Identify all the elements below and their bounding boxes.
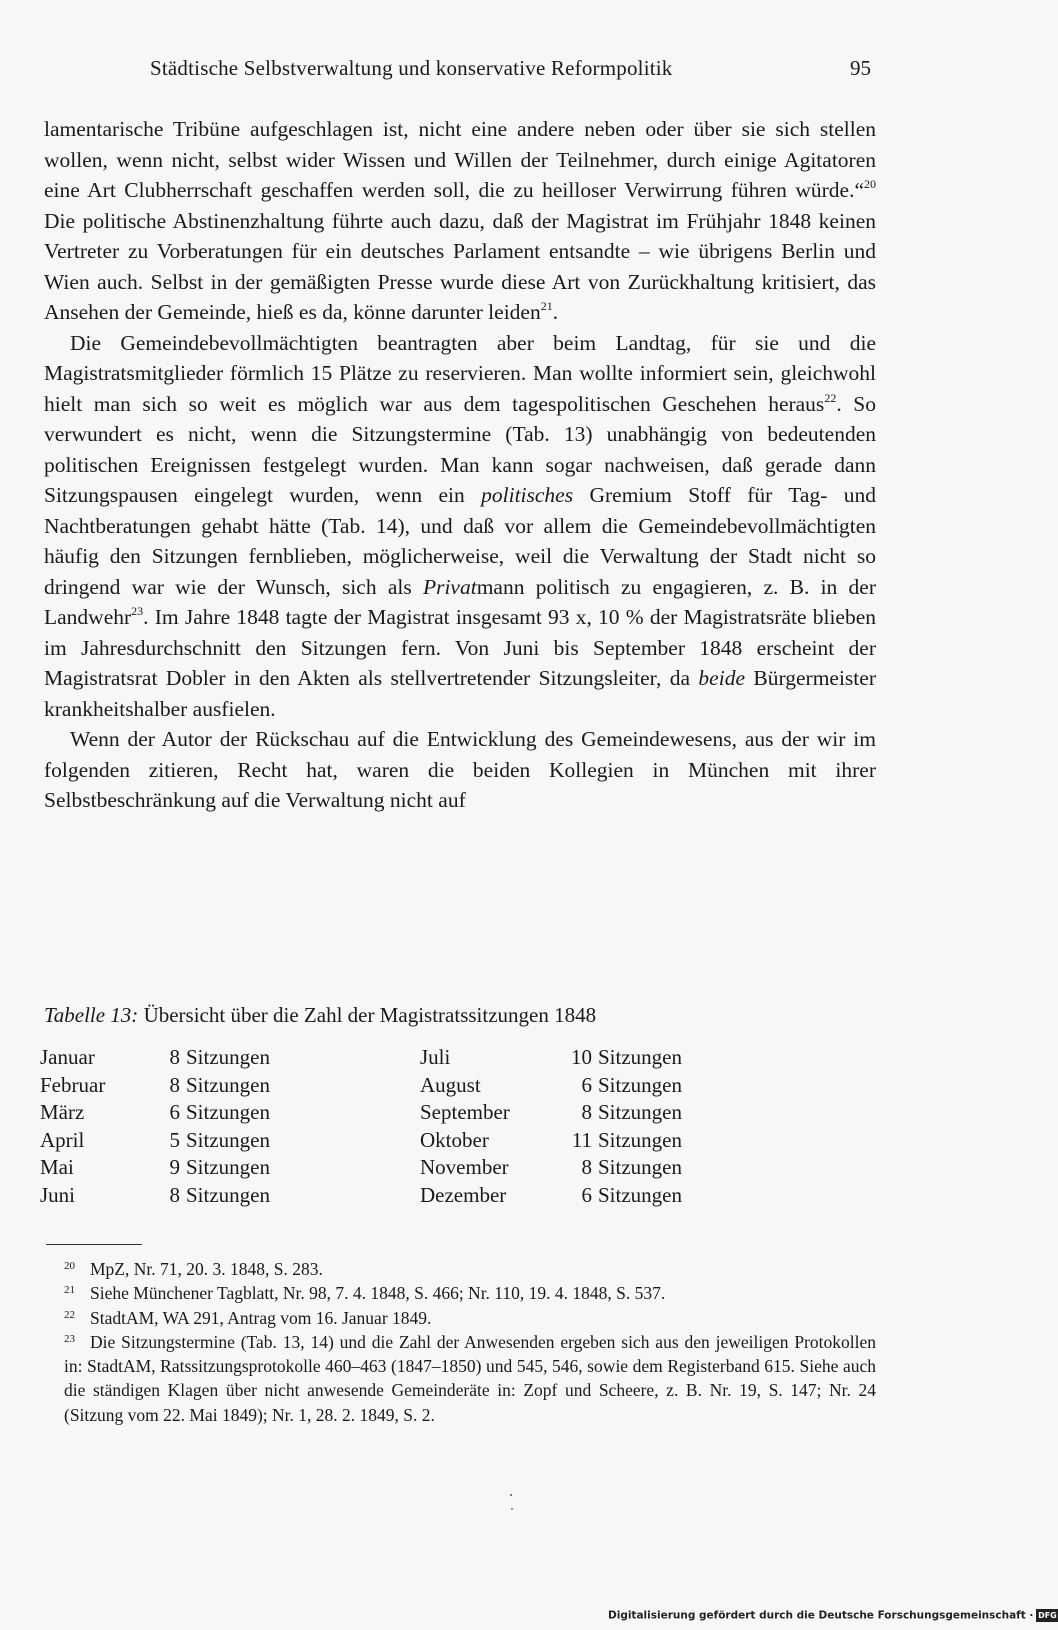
count-cell: 8 — [169, 1182, 180, 1207]
scan-speck — [510, 1494, 512, 1496]
table-row — [40, 1099, 832, 1127]
emphasis: beide — [698, 666, 745, 690]
count-cell: 5 — [169, 1127, 180, 1152]
table-row — [40, 1072, 832, 1100]
body-text — [44, 114, 876, 816]
table-caption — [44, 1003, 596, 1028]
unit-cell: Sitzungen — [598, 1045, 682, 1069]
text-run: . Im Jahre 1848 tagte der Magistrat insgesamt 93 x, 10 % der Magistratsräte blieben im Jahresdurchschnitt den Sitzungen fern. Von Juni bis September 1848 erscheint der Magistratsrat Dobler in den Akten als stellvertretender Sitzungsleiter, da — [44, 605, 876, 690]
unit-cell: Sitzungen — [186, 1155, 270, 1180]
text-run: mann politisch zu engagieren, z. B. in der Landwehr — [44, 574, 876, 629]
digitization-stamp — [608, 1609, 1058, 1622]
month-cell: Februar — [40, 1072, 106, 1097]
footnote-ref: 22 — [824, 390, 837, 405]
emphasis: Privat — [422, 574, 477, 599]
unit-cell: Sitzungen — [186, 1182, 270, 1207]
table-label: Tabelle 13: — [44, 1003, 139, 1027]
text-run: . — [552, 300, 559, 324]
month-cell: September — [420, 1100, 510, 1125]
unit-cell: Sitzungen — [186, 1100, 270, 1125]
unit-cell: Sitzungen — [598, 1072, 682, 1097]
emphasis: politisches — [481, 483, 574, 507]
unit-cell: Sitzungen — [598, 1182, 682, 1207]
text-run: Bürgermeister krankheitshalber ausfielen. — [44, 666, 876, 721]
month-cell: Juli — [420, 1045, 451, 1069]
table-row — [40, 1044, 832, 1072]
unit-cell: Sitzungen — [186, 1127, 270, 1152]
unit-cell: Sitzungen — [598, 1155, 682, 1180]
paragraph-2 — [44, 328, 876, 725]
text-run: . So verwundert es nicht, wenn die Sitzungstermine (Tab. 13) unabhängig von bedeutenden politischen Ereignissen festgelegt wurden. Man kann sogar nachweisen, daß gerade dann Sitzungspausen eingelegt wurden, wenn ein — [44, 391, 876, 507]
count-cell: 6 — [169, 1100, 180, 1125]
month-cell: Januar — [40, 1045, 95, 1069]
month-cell: August — [420, 1072, 481, 1097]
text-run: Die Gemeindebevollmächtigten beantragten aber beim Landtag, für sie und die Magistratsmitglieder förmlich 15 Plätze zu reservieren. Man wollte informiert sein, gleichwohl hielt man sich so weit es möglich war aus dem tagespolitischen Geschehen heraus — [44, 330, 876, 416]
footnote-22: 22 StadtAM, WA 291, Antrag vom 16. Januar 1849. — [64, 1307, 432, 1328]
month-cell: April — [40, 1127, 85, 1152]
footnote-ref: 23 — [131, 604, 144, 618]
text-run: Gremium Stoff für Tag- und Nachtberatungen gehabt hätte (Tab. 14), und daß vor allem die Gemeindebevollmächtigten häufig den Sitzungen fernblieben, möglicherweise, weil die Verwaltung der Stadt nicht so dringend war wie der Wunsch, sich als — [44, 483, 876, 599]
footnote-text: Siehe Münchener Tagblatt, Nr. 98, 7. 4. 1848, S. 466; Nr. 110, 19. 4. 1848, S. 537. — [90, 1283, 666, 1304]
month-cell: Dezember — [420, 1182, 507, 1207]
footnote-ref: 21 — [540, 299, 553, 313]
footnote-text: Die Sitzungstermine (Tab. 13, 14) und die Zahl der Anwesenden ergeben sich aus den jeweiligen Protokollen in: StadtAM, Ratssitzungsprotokolle 460–463 (1847–1850) und 545, 546, sowie dem Registerband 615. Siehe auch die ständigen Klagen über nicht anwesende Gemeinderäte in: Zopf und Scheere, z. B. Nr. 19, S. 147; Nr. 24 (Sitzung vom 22. Mai 1849); Nr. 1, 28. 2. 1849, S. 2. — [64, 1331, 876, 1425]
month-cell: März — [40, 1100, 85, 1125]
month-cell: Oktober — [420, 1127, 489, 1152]
unit-cell: Sitzungen — [598, 1100, 682, 1125]
sessions-table-body — [40, 1044, 832, 1210]
paragraph-1 — [44, 114, 876, 328]
unit-cell: Sitzungen — [186, 1072, 270, 1097]
scan-speck — [511, 1508, 513, 1510]
page-number: 95 — [850, 56, 871, 80]
dfg-logo: DFG — [1038, 1611, 1057, 1620]
count-cell: 6 — [581, 1072, 592, 1097]
count-cell: 8 — [581, 1100, 592, 1125]
table-row — [40, 1127, 832, 1155]
month-cell: Mai — [40, 1155, 74, 1180]
paragraph-3: Wenn der Autor der Rückschau auf die Entwicklung des Gemeindewesens, aus der wir im folgenden zitieren, Recht hat, waren die beiden Kollegien in München mit ihrer Selbstbeschränkung auf die Verwaltung nicht auf — [44, 727, 876, 812]
text-run: lamentarische Tribüne aufgeschlagen ist, nicht eine andere neben oder über sie sich stellen wollen, wenn nicht, selbst wider Wissen und Willen der Teilnehmer, durch einige Agitatoren eine Art Clubherrschaft geschaffen werden soll, die zu heilloser Verwirrung führen würde.“ — [44, 117, 876, 202]
footnote-23: 23 Die Sitzungstermine (Tab. 13, 14) und die Zahl der Anwesenden ergeben sich aus den jeweiligen Protokollen in: StadtAM, Ratssitzungsprotokolle 460–463 (1847–1850) und 545, 546, sowie dem Registerband 615. Siehe auch die ständigen Klagen über nicht anwesende Gemeinderäte in: Zopf und Scheere, z. B. Nr. 19, S. 147; Nr. 24 (Sitzung vom 22. Mai 1849); Nr. 1, 28. 2. 1849, S. 2. — [64, 1331, 876, 1425]
table-row — [40, 1154, 832, 1182]
text-run: Die politische Abstinenzhaltung führte auch dazu, daß der Magistrat im Frühjahr 1848 keinen Vertreter zu Vorberatungen für ein deutsches Parlament entsandte – wie übrigens Berlin und Wien auch. Selbst in der gemäßigten Presse wurde diese Art von Zurückhaltung kritisiert, das Ansehen der Gemeinde, hieß es da, könne darunter leiden — [44, 208, 876, 324]
sessions-table — [40, 1044, 832, 1210]
footnote-text: StadtAM, WA 291, Antrag vom 16. Januar 1849. — [90, 1307, 432, 1328]
count-cell: 6 — [581, 1182, 592, 1207]
month-cell: November — [420, 1155, 509, 1180]
count-cell: 10 — [571, 1045, 592, 1069]
unit-cell: Sitzungen — [598, 1127, 682, 1152]
table-title: Übersicht über die Zahl der Magistratssitzungen 1848 — [138, 1003, 597, 1027]
table-row — [40, 1182, 832, 1210]
footnote-ref: 20 — [864, 177, 876, 191]
stamp-text: Digitalisierung gefördert durch die Deutsche Forschungsgemeinschaft · — [608, 1609, 1034, 1622]
footnote-text: MpZ, Nr. 71, 20. 3. 1848, S. 283. — [90, 1259, 323, 1279]
month-cell: Juni — [40, 1182, 76, 1207]
footnote-21: 21 Siehe Münchener Tagblatt, Nr. 98, 7. 4. 1848, S. 466; Nr. 110, 19. 4. 1848, S. 537. — [64, 1283, 666, 1304]
count-cell: 11 — [571, 1127, 592, 1152]
count-cell: 8 — [169, 1072, 180, 1097]
footnote-divider — [46, 1244, 142, 1245]
unit-cell: Sitzungen — [186, 1045, 270, 1069]
footnotes — [44, 1257, 876, 1427]
running-title: Städtische Selbstverwaltung und konservative Reformpolitik — [150, 56, 673, 80]
count-cell: 8 — [169, 1045, 180, 1069]
count-cell: 8 — [581, 1155, 592, 1180]
footnote-20: 20 MpZ, Nr. 71, 20. 3. 1848, S. 283. — [64, 1259, 323, 1279]
count-cell: 9 — [169, 1155, 180, 1180]
